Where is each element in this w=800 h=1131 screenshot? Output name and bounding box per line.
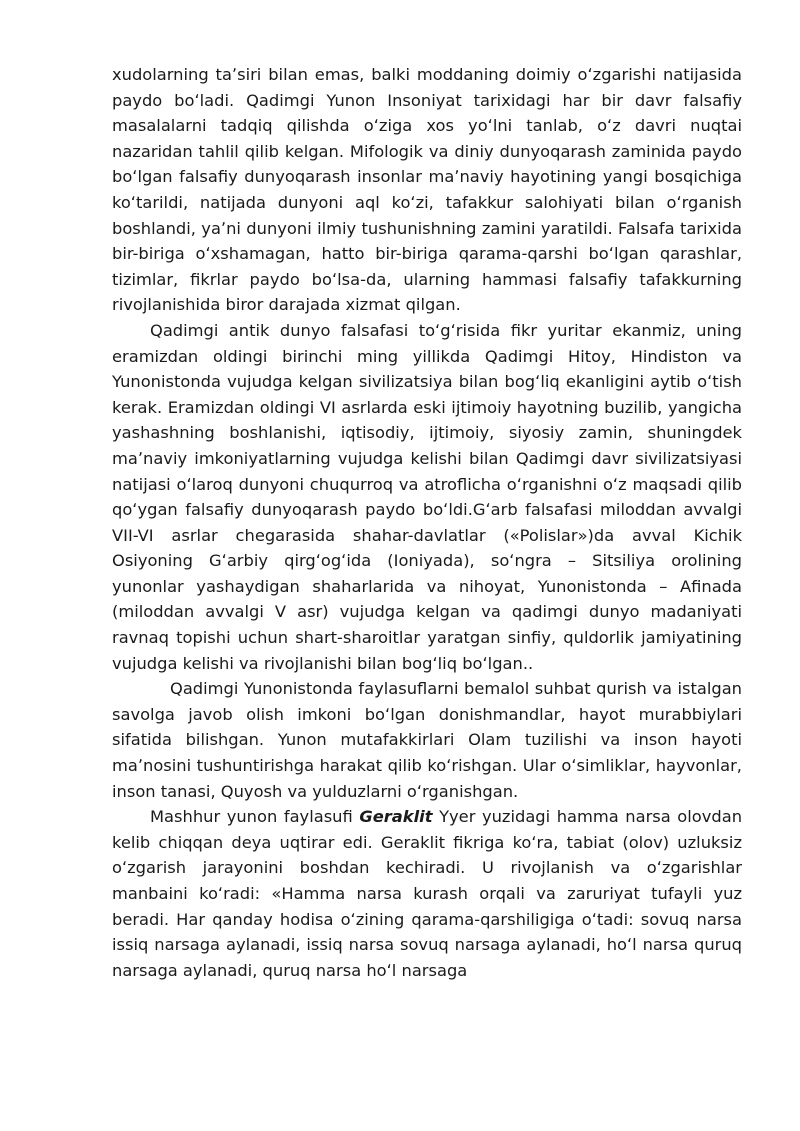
paragraph-3: Qadimgi Yunonistonda faylasuflarni bemalol suhbat qurish va istalgan savolga javob olish imkoni boʻlgan donishmandlar, hayot murabbiylari sifatida bilishgan. Yunon mutafakkirlari Olam tuzilishi va inson hayoti maʼnosini tushuntirishga harakat qilib koʻrishgan. Ular oʻsimliklar, hayvonlar, inson tanasi, Quyosh va yulduzlarni oʻrganishgan. — [112, 679, 742, 801]
paragraph-4 — [112, 804, 742, 983]
paragraph-4-body: Yyer yuzidagi hamma narsa olovdan kelib chiqqan deya uqtirar edi. Geraklit fikriga koʻra, tabiat (olov) uzluksiz oʻzgarish jarayonini boshdan kechiradi. U rivojlanish va oʻzgarishlar manbaini koʻradi: «Hamma narsa kurash orqali va zaruriyat tufayli yuz beradi. Har qanday hodisa oʻzining qarama-qarshiligiga oʻtadi: sovuq narsa issiq narsaga aylanadi, issiq narsa sovuq narsaga aylanadi, hoʻl narsa quruq narsaga aylanadi, quruq narsa hoʻl narsaga — [112, 807, 743, 980]
paragraph-2: Qadimgi antik dunyo falsafasi toʻgʻrisida fikr yuritar ekanmiz, uning eramizdan oldingi birinchi ming yillikda Qadimgi Hitoy, Hindiston va Yunonistonda vujudga kelgan sivilizatsiya bilan bogʻliq ekanligini aytib oʻtish kerak. Eramizdan oldingi VI asrlarda eski ijtimoiy hayotning buzilib, yangicha yashashning boshlanishi, iqtisodiy, ijtimoiy, siyosiy zamin, shuningdek maʼnaviy imkoniyatlarning vujudga kelishi bilan Qadimgi davr sivilizatsiyasi natijasi oʻlaroq dunyoni chuqurroq va atroflicha oʻrganishni oʻz maqsadi qilib qoʻygan falsafiy dunyoqarash paydo boʻldi.Gʻarb falsafasi miloddan avvalgi VII-VI asrlar chegarasida shahar-davlatlar («Polislar»)da avval Kichik Osiyoning Gʻarbiy qirgʻogʻida (Ioniyada), soʻngra – Sitsiliya orolining yunonlar yashaydigan shaharlarida va nihoyat, Yunonistonda – Afinada (miloddan avvalgi V asr) vujudga kelgan va qadimgi dunyo madaniyati ravnaq topishi uchun shart-sharoitlar yaratgan sinfiy, quldorlik jamiyatining vujudga kelishi va rivojlanishi bilan bogʻliq boʻlgan.. — [112, 320, 742, 673]
philosopher-name: Geraklit — [359, 807, 433, 827]
paragraph-4-lead: Mashhur yunon faylasufi — [150, 807, 360, 827]
paragraph-1: xudolarning taʼsiri bilan emas, balki moddaning doimiy oʻzgarishi natijasida paydo boʻladi. Qadimgi Yunon Insoniyat tarixidagi har bir davr falsafiy masalalarni tadqiq qilishda oʻziga xos yoʻlni tanlab, oʻz davri nuqtai nazaridan tahlil qilib kelgan. Mifologik va diniy dunyoqarash zaminida paydo boʻlgan falsafiy dunyoqarash insonlar maʼnaviy hayotining yangi bosqichiga koʻtarildi, natijada dunyoni aql koʻzi, tafakkur salohiyati bilan oʻrganish boshlandi, yaʼni dunyoni ilmiy tushunishning zamini yaratildi. Falsafa tarixida bir-biriga oʻxshamagan, hatto bir-biriga qarama-qarshi boʻlgan qarashlar, tizimlar, fikrlar paydo boʻlsa-da, ularning hammasi falsafiy tafakkurning rivojlanishida biror darajada xizmat qilgan. — [112, 65, 742, 315]
document-page — [112, 62, 742, 983]
